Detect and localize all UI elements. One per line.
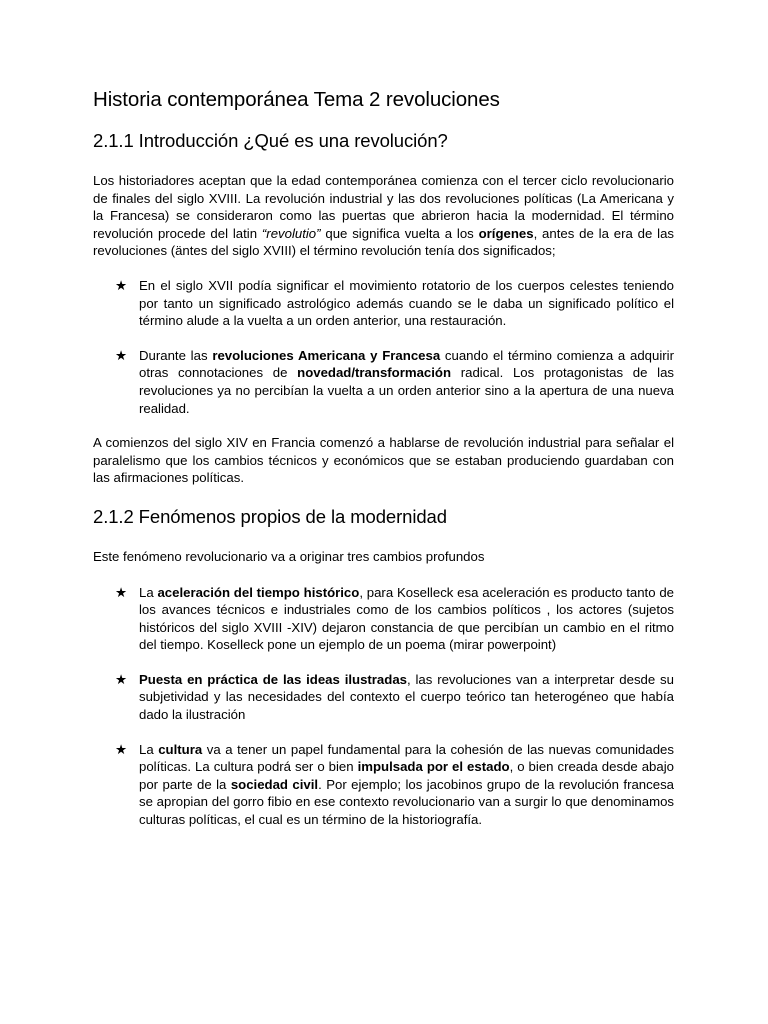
star-bullet-icon: ★ [115,347,128,363]
text-run: cuando el término comienza a adquirir otras connotaciones de [139,347,674,381]
text-run: , antes de la era de las revoluciones (äntes del siglo XVIII) el término revolución tenía dos significados; [93,225,675,259]
italic-term-revolutio: “revolutio” [261,225,321,241]
text-run: radical. Los protagonistas de las revoluciones ya no percibían la vuelta a un orden anterior sino a la apertura de una nueva realidad. [139,365,675,416]
star-bullet-icon: ★ [115,671,128,687]
section-heading-introduccion: 2.1.1 Introducción ¿Qué es una revolución? [93,130,448,151]
list-item [93,277,674,330]
bullet-list-cambios [93,584,674,829]
list-item [93,347,674,417]
bullet-list-significados [93,277,674,417]
text-run: La [139,741,159,757]
bold-term: impulsada por el estado [357,759,510,775]
bold-term: sociedad civil [230,776,319,792]
text-run: Los historiadores aceptan que la edad contemporánea comienza con el tercer ciclo revolucionario de finales del siglo XVIII. La revolución industrial y las dos revoluciones políticas (La Americana y la Francesa) se consideraron como las puertas que abrieron hacia la modernidad. El término revolución procede del latin [93,173,674,241]
document-page [93,86,674,846]
text-run: . Por ejemplo; los jacobinos grupo de la revolución francesa se apropian del gorro fibio en ese contexto revolucionario van a surgir lo que denominamos culturas políticas, el cual es un término de la historiografía. [139,776,674,828]
text-run: En el siglo XVII podía significar el movimiento rotatorio de los cuerpos celestes teniendo por tanto un significado astrológico además cuando se le daba un significado político el término alude a la vuelta a un orden anterior, una restauración. [139,277,674,329]
section-heading-fenomenos: 2.1.2 Fenómenos propios de la modernidad [93,505,447,527]
text-run: La [139,584,158,600]
text-run: , las revoluciones van a interpretar desde su subjetividad y las necesidades del contexto el cuerpo teórico tan heterogéneo que había dado la ilustración [139,671,674,723]
paragraph-revolucion-industrial: A comienzos del siglo XIV en Francia comenzó a hablarse de revolución industrial para señalar el paralelismo que los cambios técnicos y económicos que se estaban produciendo guardaban con las afirmaciones políticas. [93,435,674,486]
list-item [93,671,674,724]
text-run: va a tener un papel fundamental para la cohesión de las nuevas comunidades políticas. La cultura podrá ser o bien [139,741,674,775]
bold-term: aceleración del tiempo histórico [157,584,360,600]
text-run: , o bien creada desde abajo por parte de la [139,759,674,792]
document-title: Historia contemporánea Tema 2 revoluciones [93,88,500,111]
list-item [93,741,674,829]
star-bullet-icon: ★ [115,741,128,757]
bold-term: Puesta en práctica de las ideas ilustradas [139,671,407,687]
text-run: Durante las [139,347,213,363]
list-item [93,584,674,654]
paragraph-cambios-profundos: Este fenómeno revolucionario va a originar tres cambios profundos [93,548,485,564]
text-run: que significa vuelta a los [320,225,479,241]
paragraph-historiadores [93,172,674,260]
star-bullet-icon: ★ [115,277,128,293]
star-bullet-icon: ★ [115,584,128,600]
bold-term-origenes: orígenes [478,225,534,241]
bold-term: revoluciones Americana y Francesa [212,347,441,363]
bold-term: cultura [158,741,203,757]
bold-term: novedad/transformación [297,365,452,381]
text-run: , para Koselleck esa aceleración es producto tanto de los avances técnicos e industriales como de los cambios políticos , los actores (sujetos históricos del siglo XVIII -XIV) dejaron constancia de que percibían un cambio en el ritmo del tiempo. Koselleck pone un ejemplo de un poema (mirar powerpoint) [139,584,674,653]
